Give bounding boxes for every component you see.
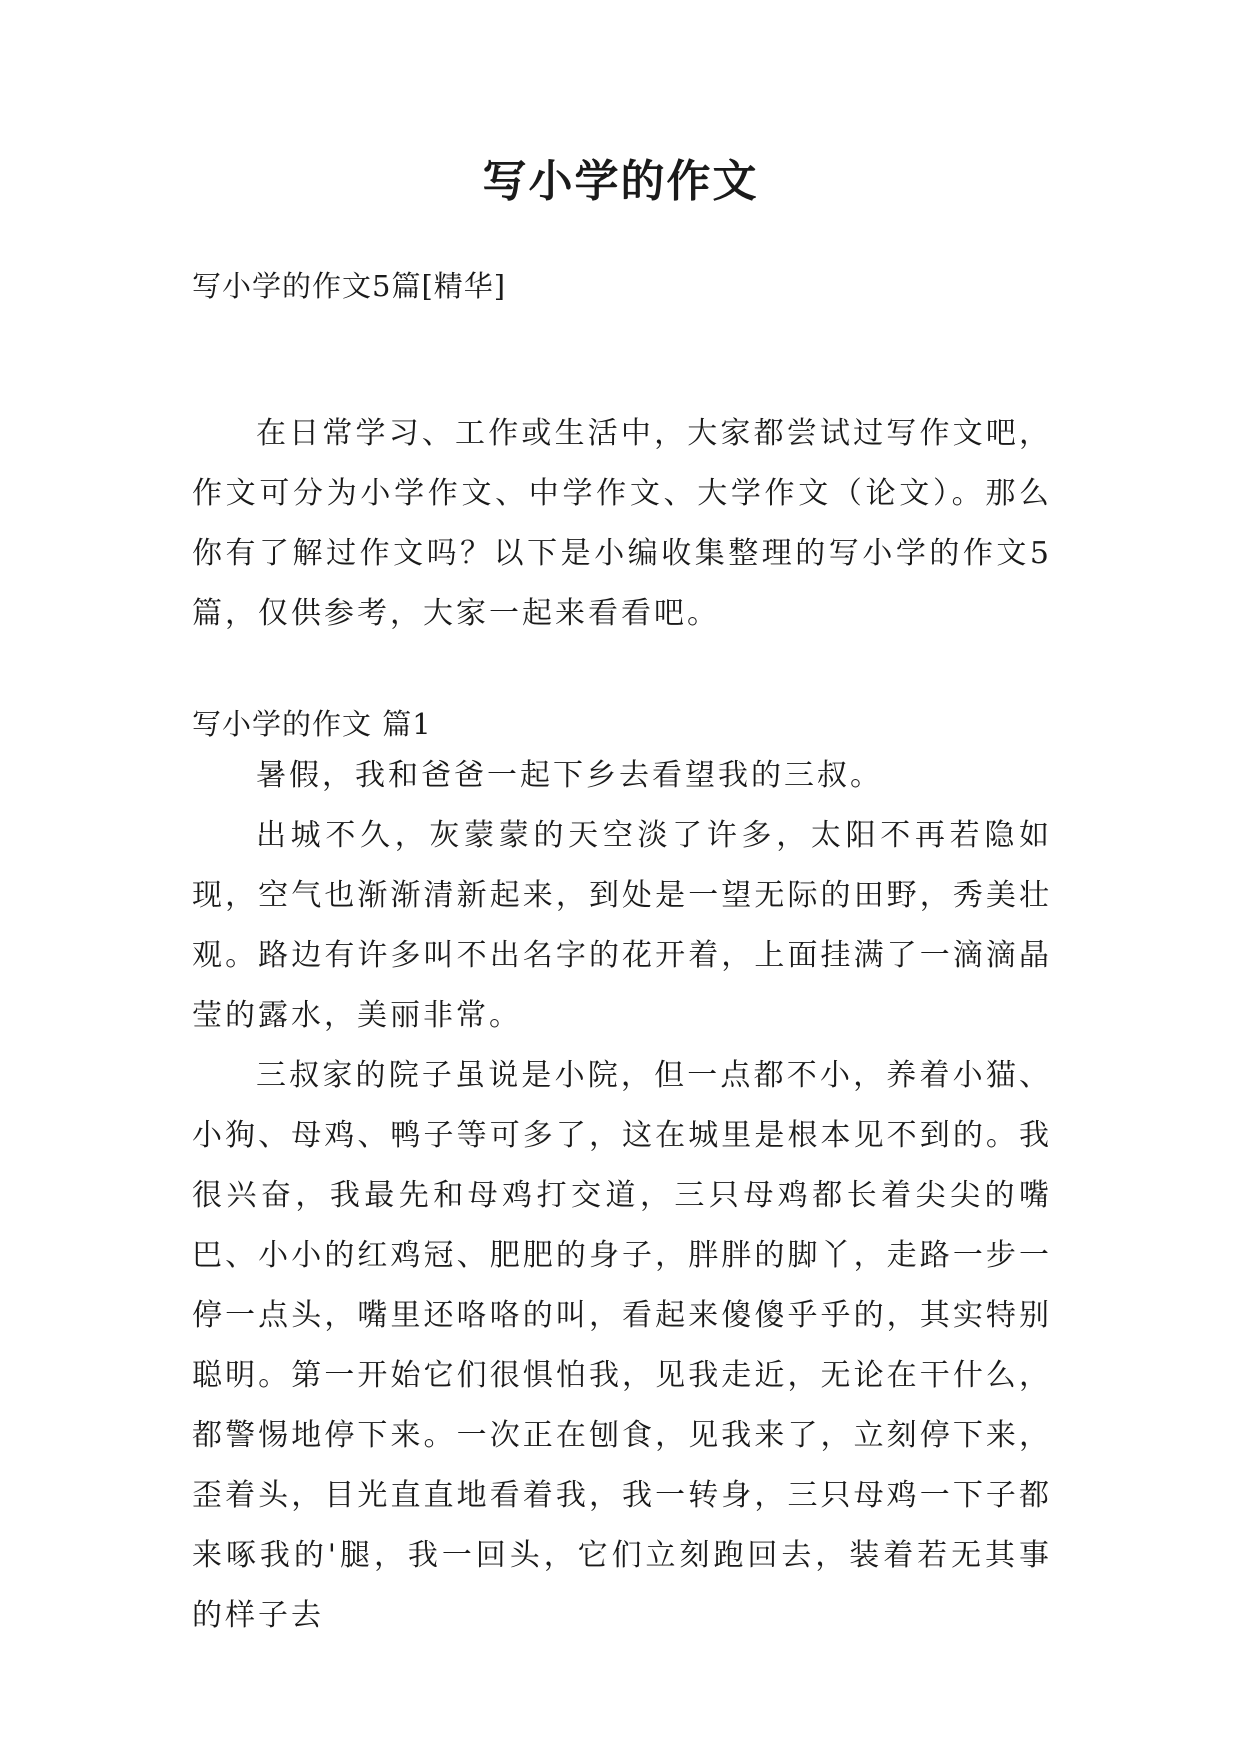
section-heading: 写小学的作文 篇1 [192, 707, 432, 741]
intro-paragraph: 在日常学习、工作或生活中，大家都尝试过写作文吧，作文可分为小学作文、中学作文、大学作文（论文）。那么你有了解过作文吗？以下是小编收集整理的写小学的作文5篇，仅供参考，大家一起来看看吧。 [192, 416, 1052, 631]
essay-body [192, 746, 1052, 1646]
intro-block [192, 404, 1052, 644]
essay-paragraph-1: 暑假，我和爸爸一起下乡去看望我的三叔。 [256, 758, 883, 793]
document-title: 写小学的作文 [482, 156, 759, 207]
essay-paragraph-2: 出城不久，灰蒙蒙的天空淡了许多，太阳不再若隐如现，空气也渐渐清新起来，到处是一望无际的田野，秀美壮观。路边有许多叫不出名字的花开着，上面挂满了一滴滴晶莹的露水，美丽非常。 [192, 818, 1052, 1033]
document-subtitle: 写小学的作文5篇[精华] [192, 269, 507, 303]
essay-paragraph-3: 三叔家的院子虽说是小院，但一点都不小，养着小猫、小狗、母鸡、鸭子等可多了，这在城里是根本见不到的。我很兴奋，我最先和母鸡打交道，三只母鸡都长着尖尖的嘴巴、小小的红鸡冠、肥肥的身子，胖胖的脚丫，走路一步一停一点头，嘴里还咯咯的叫，看起来傻傻乎乎的，其实特别聪明。第一开始它们很惧怕我，见我走近，无论在干什么，都警惕地停下来。一次正在刨食，见我来了，立刻停下来，歪着头，目光直直地看着我，我一转身，三只母鸡一下子都来啄我的'腿，我一回头，它们立刻跑回去，装着若无其事的样子去 [192, 1058, 1052, 1633]
